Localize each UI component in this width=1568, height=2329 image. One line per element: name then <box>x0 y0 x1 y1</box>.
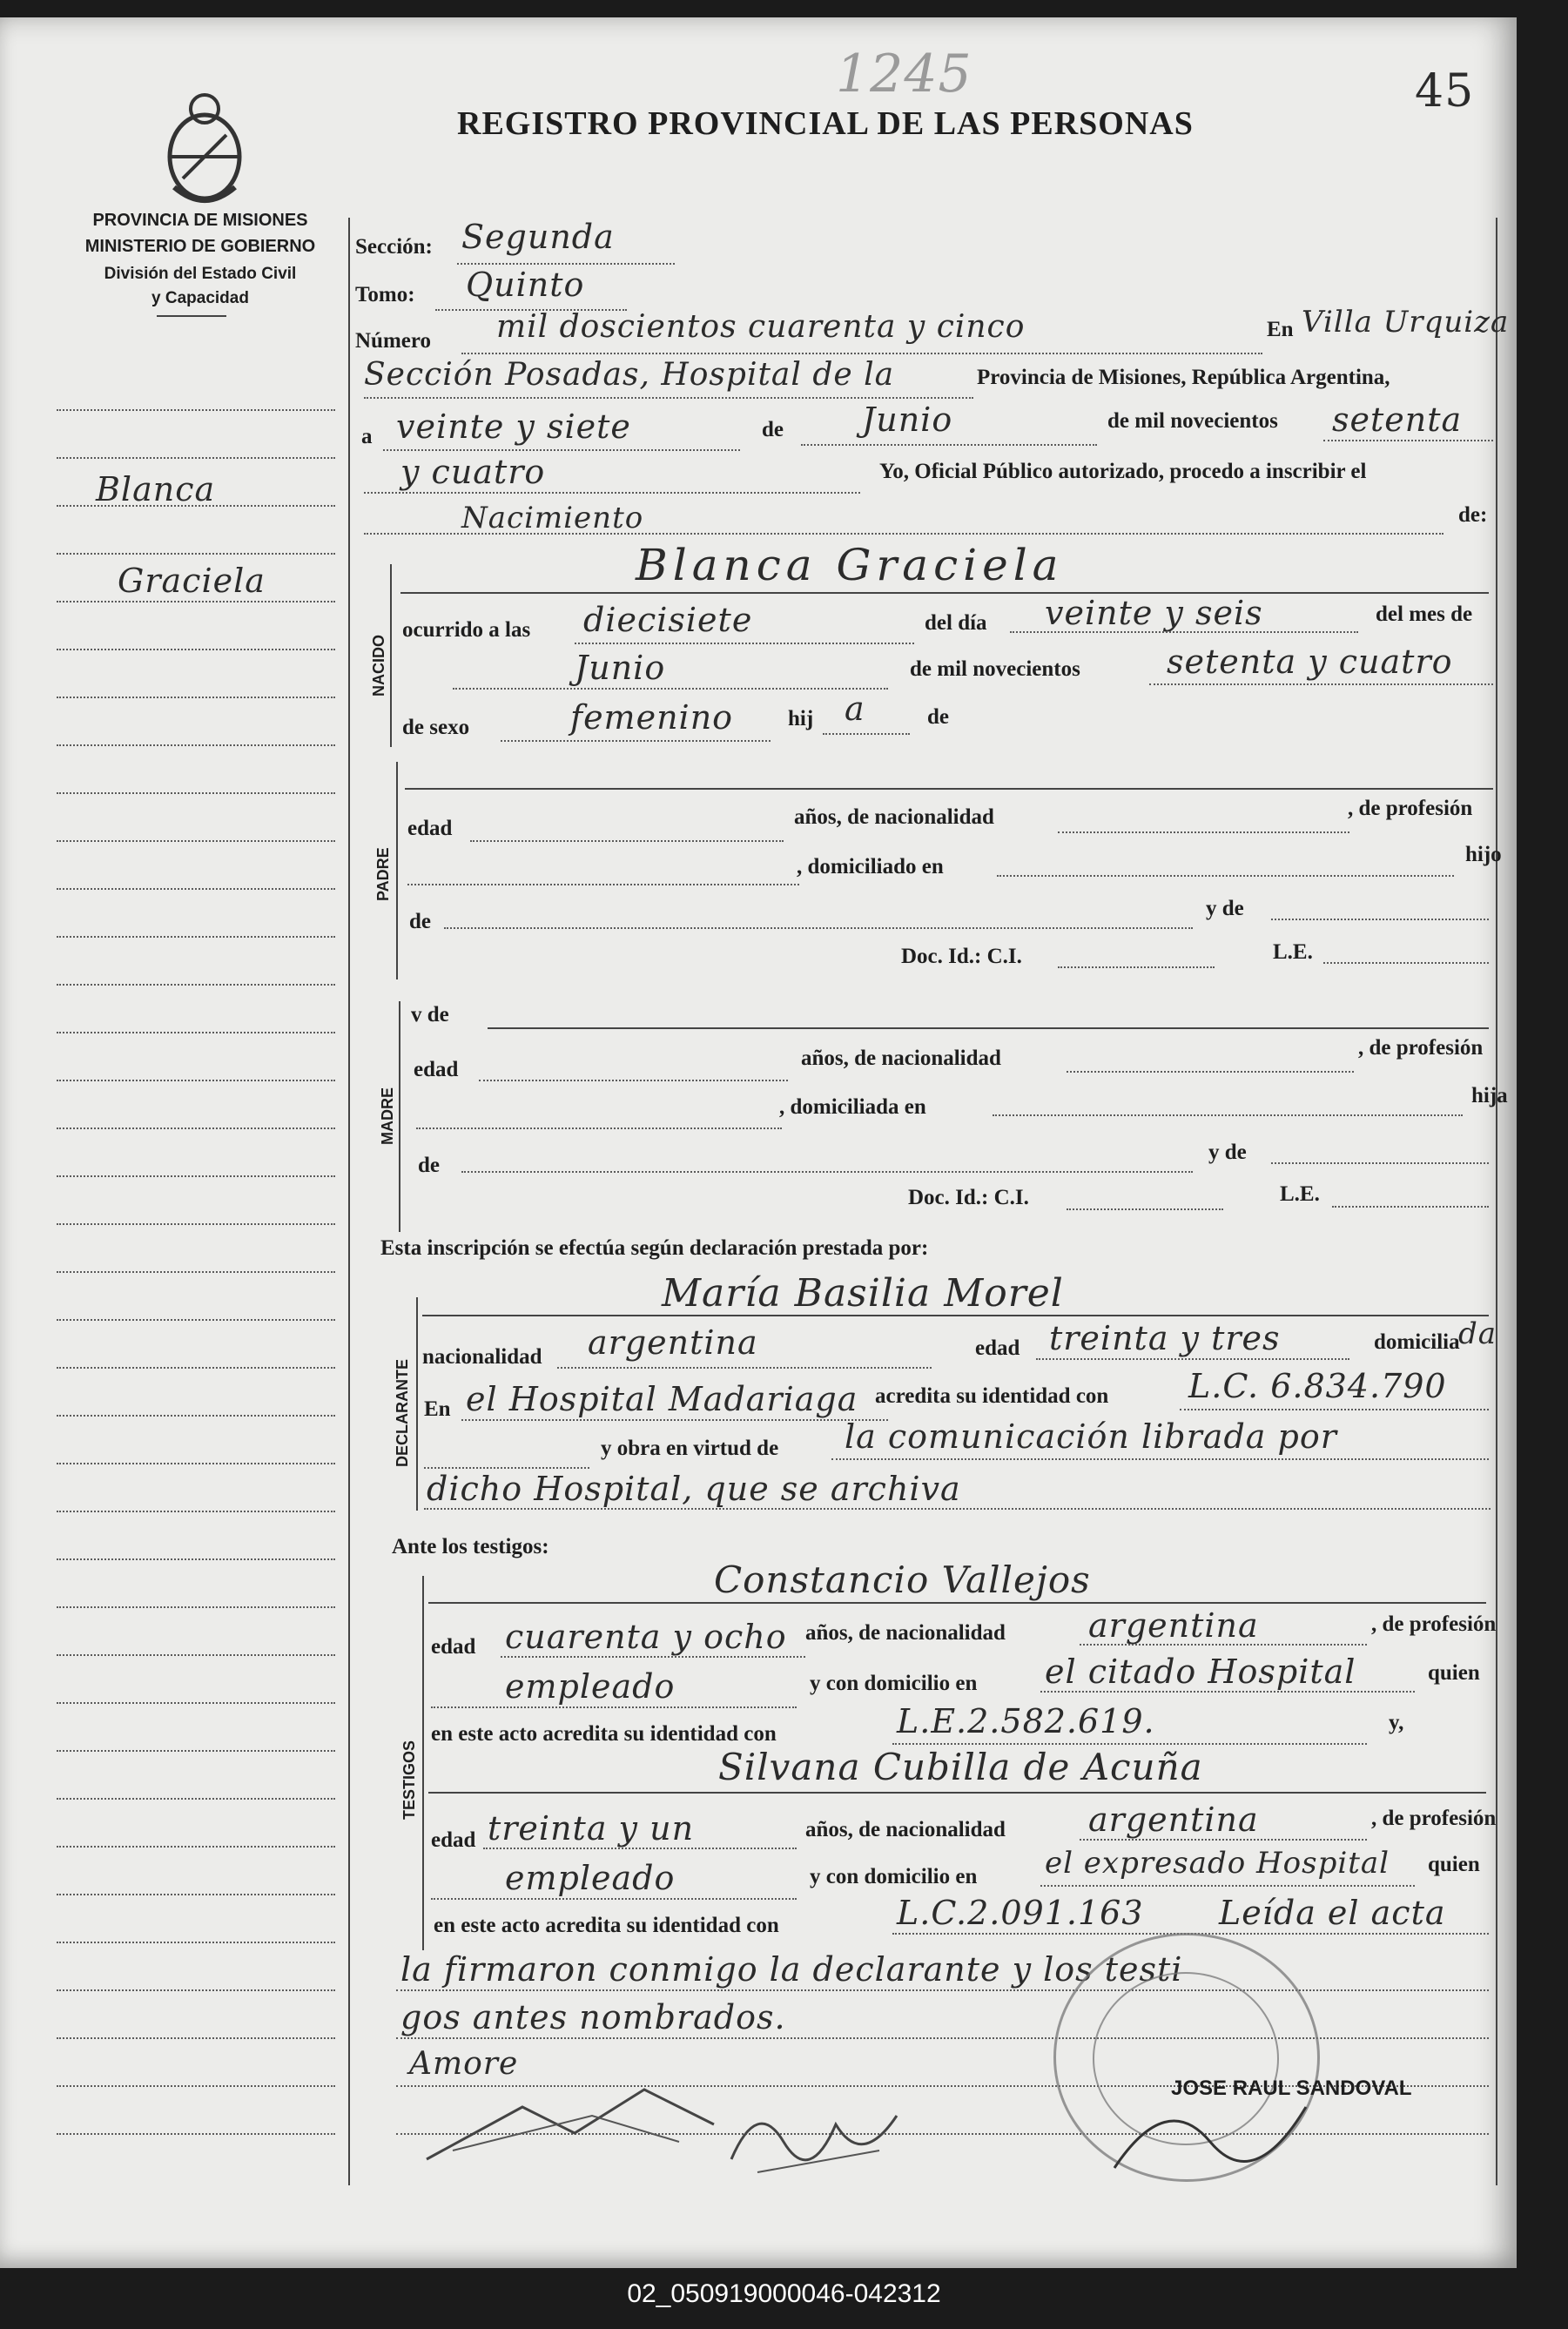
label-padre-doc: Doc. Id.: C.I. <box>901 945 1022 968</box>
label-t2-acredita: en este acto acredita su identidad con <box>434 1914 779 1937</box>
line-padre-nac <box>1058 831 1349 833</box>
line-t2-nombre <box>428 1792 1486 1794</box>
label-yo-oficial: Yo, Oficial Público autorizado, procedo a inscribir el <box>879 460 1367 483</box>
line-padre-le <box>1323 962 1489 964</box>
label-decl-edad: edad <box>975 1336 1020 1360</box>
label-section-testigos: TESTIGOS <box>400 1740 418 1820</box>
value-t1-edad: cuarenta y ocho <box>505 1618 787 1656</box>
label-t2-edad: edad <box>431 1828 476 1852</box>
document-title: REGISTRO PROVINCIAL DE LAS PERSONAS <box>457 105 1194 142</box>
issuer-line-2: MINISTERIO DE GOBIERNO <box>84 237 316 256</box>
margin-ruled-line <box>57 1032 335 1033</box>
label-ante-testigos: Ante los testigos: <box>392 1535 549 1558</box>
issuer-line-3: División del Estado Civil <box>104 265 297 283</box>
value-t2-nombre: Silvana Cubilla de Acuña <box>718 1746 1203 1788</box>
main-border-right <box>1496 218 1497 2185</box>
value-hij-suffix: a <box>845 690 865 728</box>
value-decl-nac: argentina <box>588 1323 758 1362</box>
line-anio <box>1323 440 1493 441</box>
line-t2-edad <box>483 1848 797 1849</box>
value-decl-en: el Hospital Madariaga <box>466 1380 858 1418</box>
value-nombre: Blanca Graciela <box>636 540 1064 590</box>
margin-ruled-line <box>57 1750 335 1752</box>
line-acto <box>364 533 1444 535</box>
label-en: En <box>1267 318 1294 341</box>
margin-ruled-line <box>57 1175 335 1177</box>
margin-ruled-line <box>57 2085 335 2087</box>
line-madre-prof <box>416 1127 782 1129</box>
line-t2-nac <box>1080 1839 1367 1841</box>
label-padre-prof: , de profesión <box>1348 797 1473 820</box>
label-de-mil: de mil novecientos <box>1107 409 1278 433</box>
line-decl-virtud-2 <box>424 1508 1491 1510</box>
line-dia-nac <box>1010 631 1358 633</box>
label-section-nacido: NACIDO <box>370 635 387 697</box>
label-madre-edad: edad <box>414 1058 459 1081</box>
label-madre-doc: Doc. Id.: C.I. <box>908 1186 1029 1209</box>
value-declarante-nombre: María Basilia Morel <box>662 1271 1064 1316</box>
line-padre-y-de <box>1271 919 1489 920</box>
value-acto: Nacimiento <box>461 501 644 535</box>
line-madre-edad <box>479 1080 788 1081</box>
pencil-number: 1245 <box>836 44 972 104</box>
margin-ruled-line <box>57 792 335 794</box>
margin-ruled-line <box>57 1702 335 1704</box>
margin-ruled-line <box>57 1367 335 1369</box>
margin-ruled-line <box>57 1558 335 1560</box>
label-section-padre: PADRE <box>374 847 392 901</box>
value-t1-doc: L.E.2.582.619. <box>897 1702 1155 1740</box>
margin-ruled-line <box>57 888 335 890</box>
margin-ruled-line <box>57 2133 335 2135</box>
padre-bracket <box>396 762 398 979</box>
folio-number: 45 <box>1415 65 1475 118</box>
label-decl-en: En <box>424 1397 451 1421</box>
issuer-underline <box>157 315 226 317</box>
margin-note-first-name: Blanca <box>96 470 216 508</box>
margin-ruled-line <box>57 1606 335 1608</box>
margin-ruled-line <box>57 1846 335 1848</box>
value-numero: mil doscientos cuarenta y cinco <box>496 309 1026 345</box>
value-mes: Junio <box>862 401 953 439</box>
value-decl-edad: treinta y tres <box>1049 1319 1281 1357</box>
margin-ruled-line <box>57 1271 335 1273</box>
line-padre-edad <box>470 840 784 842</box>
label-del-dia: del día <box>925 611 987 635</box>
label-sexo: de sexo <box>402 716 470 739</box>
margin-note-second-name: Graciela <box>118 562 266 600</box>
value-lugar-1: Villa Urquiza <box>1302 305 1510 340</box>
line-decl-blank <box>424 1467 589 1469</box>
line-lugar <box>364 397 973 399</box>
value-cierre-1: Leída el acta <box>1219 1894 1446 1932</box>
margin-ruled-line <box>57 1894 335 1895</box>
line-mes <box>801 444 1097 446</box>
label-madre-le: L.E. <box>1280 1182 1320 1206</box>
line-t2-prof <box>431 1898 797 1900</box>
label-section-declarante: DECLARANTE <box>394 1359 411 1467</box>
value-decl-virtud-2: dicho Hospital, que se archiva <box>427 1470 961 1508</box>
line-madre-nombre <box>488 1027 1489 1029</box>
label-madre-prof: , de profesión <box>1358 1036 1484 1060</box>
line-t1-doc <box>892 1743 1367 1745</box>
label-t1-quien: quien <box>1428 1661 1480 1685</box>
value-dia: veinte y siete <box>396 407 631 446</box>
label-hij-de: de <box>927 705 949 729</box>
line-padre-de <box>444 927 1193 929</box>
label-inscripcion: Esta inscripción se efectúa según declaración prestada por: <box>380 1236 929 1260</box>
label-padre-y-de: y de <box>1206 897 1244 920</box>
value-t1-dom: el citado Hospital <box>1045 1653 1356 1691</box>
margin-ruled-line <box>57 1319 335 1321</box>
value-t1-nombre: Constancio Vallejos <box>714 1558 1091 1601</box>
value-t1-nac: argentina <box>1088 1606 1259 1645</box>
declarante-bracket <box>416 1297 418 1511</box>
label-padre-le: L.E. <box>1273 940 1313 964</box>
value-decl-doc: L.C. 6.834.790 <box>1188 1367 1447 1405</box>
margin-ruled-line <box>57 1415 335 1417</box>
line-madre-dom <box>993 1114 1463 1116</box>
margin-ruled-line <box>57 1989 335 1991</box>
line-t1-prof <box>431 1706 797 1708</box>
value-anio-2: y cuatro <box>400 453 546 491</box>
label-madre-v-de: v de <box>411 1003 449 1027</box>
label-numero: Número <box>355 329 432 353</box>
line-t1-dom <box>1040 1691 1415 1693</box>
label-decl-virtud: y obra en virtud de <box>601 1437 779 1460</box>
value-seccion: Segunda <box>461 218 615 256</box>
label-t2-quien: quien <box>1428 1853 1480 1876</box>
label-t1-dom: y con domicilio en <box>810 1672 978 1695</box>
line-t1-nombre <box>428 1602 1486 1604</box>
line-anio-2 <box>364 492 860 494</box>
margin-ruled-line <box>57 936 335 938</box>
label-decl-nac: nacionalidad <box>422 1345 542 1369</box>
signature-witness-2 <box>723 2090 914 2185</box>
margin-ruled-line <box>57 1127 335 1129</box>
value-hora: diecisiete <box>583 601 753 639</box>
label-del-mes: del mes de <box>1376 602 1473 626</box>
line-decl-edad <box>1036 1358 1349 1360</box>
coat-of-arms-icon <box>157 83 252 213</box>
label-padre-hijo: hijo <box>1465 843 1502 866</box>
value-t2-prof: empleado <box>505 1859 676 1897</box>
line-padre-prof <box>407 884 799 885</box>
line-t2-dom <box>1040 1885 1415 1887</box>
margin-ruled-line <box>57 409 335 411</box>
line-decl-doc <box>1180 1409 1489 1410</box>
label-t1-edad: edad <box>431 1635 476 1659</box>
margin-ruled-line <box>57 744 335 746</box>
value-anio-nac: setenta y cuatro <box>1167 643 1453 681</box>
label-de-colon: de: <box>1458 503 1488 527</box>
line-t1-nac <box>1080 1644 1367 1646</box>
margin-ruled-line <box>57 1080 335 1081</box>
line-declarante-nombre <box>422 1315 1489 1316</box>
value-decl-domicilia-suffix: da <box>1458 1316 1497 1351</box>
margin-ruled-line <box>57 457 335 459</box>
margin-ruled-line <box>57 1798 335 1800</box>
value-decl-virtud-1: la comunicación librada por <box>845 1417 1337 1456</box>
value-cierre-2: la firmaron conmigo la declarante y los testi <box>400 1950 1183 1989</box>
margin-ruled-line <box>57 1463 335 1464</box>
label-de-mil-nac: de mil novecientos <box>910 657 1080 681</box>
line-dia <box>383 449 740 451</box>
signature-witness-1 <box>418 2072 731 2177</box>
label-section-madre: MADRE <box>379 1087 396 1145</box>
line-seccion <box>457 263 675 265</box>
line-madre-nac <box>1067 1071 1354 1073</box>
label-padre-dom: , domiciliado en <box>797 855 944 878</box>
line-padre-ci <box>1058 966 1215 968</box>
madre-bracket <box>399 1001 400 1232</box>
label-madre-nac: años, de nacionalidad <box>801 1047 1001 1070</box>
line-cierre-2 <box>396 1989 1489 1991</box>
main-border-left <box>348 218 350 2185</box>
official-name: JOSE RAUL SANDOVAL <box>1171 2077 1412 2100</box>
margin-ruled-line <box>57 1654 335 1656</box>
line-padre-dom <box>997 875 1454 877</box>
label-madre-hija: hija <box>1471 1084 1508 1107</box>
line-madre-le <box>1332 1206 1489 1208</box>
label-ocurrido: ocurrido a las <box>402 618 531 642</box>
line-madre-y-de <box>1271 1162 1489 1164</box>
line-decl-en <box>461 1419 888 1421</box>
issuer-line-1: PROVINCIA DE MISIONES <box>92 211 308 230</box>
label-a: a <box>361 425 373 448</box>
line-sexo <box>501 740 771 742</box>
margin-ruled-line <box>57 1223 335 1225</box>
label-padre-de: de <box>409 910 431 933</box>
label-padre-nac: años, de nacionalidad <box>794 805 994 829</box>
label-hij: hij <box>788 707 814 730</box>
value-dia-nac: veinte y seis <box>1045 594 1263 632</box>
label-t2-dom: y con domicilio en <box>810 1865 978 1888</box>
line-madre-de <box>461 1171 1193 1173</box>
label-t1-prof: , de profesión <box>1371 1612 1497 1636</box>
value-anio-1: setenta <box>1332 401 1463 439</box>
line-nombre <box>400 592 1489 594</box>
margin-ruled-line <box>57 553 335 555</box>
label-madre-y-de: y de <box>1208 1141 1247 1164</box>
margin-ruled-line <box>57 2037 335 2039</box>
line-decl-nac <box>557 1367 932 1369</box>
margin-ruled-line <box>57 1942 335 1943</box>
label-tomo: Tomo: <box>355 283 415 306</box>
value-lugar-2: Sección Posadas, Hospital de la <box>364 357 895 393</box>
line-mes-nac <box>453 688 888 690</box>
label-t2-prof: , de profesión <box>1371 1807 1497 1830</box>
signature-declarante: Amore <box>409 2046 519 2082</box>
line-anio-nac <box>1149 683 1493 685</box>
value-cierre-3: gos antes nombrados. <box>400 1998 786 2036</box>
label-padre-edad: edad <box>407 817 453 840</box>
margin-ruled-line <box>57 1511 335 1512</box>
label-madre-dom: , domiciliada en <box>779 1095 926 1119</box>
line-cierre-3 <box>396 2037 1489 2039</box>
margin-ruled-line <box>57 649 335 650</box>
line-padre-nombre <box>405 788 1493 790</box>
value-mes-nac: Junio <box>575 649 666 687</box>
label-t1-y: y, <box>1389 1711 1404 1734</box>
line-t1-edad <box>501 1656 805 1658</box>
line-hora <box>575 643 914 644</box>
testigos-bracket <box>422 1576 424 1950</box>
margin-ruled-line <box>57 840 335 842</box>
label-decl-domicilia: domicilia <box>1374 1330 1460 1354</box>
margin-ruled-line <box>57 601 335 602</box>
label-t2-nac: años, de nacionalidad <box>805 1818 1006 1841</box>
line-numero <box>461 353 1262 354</box>
label-de-mes: de <box>762 418 784 441</box>
value-t2-nac: argentina <box>1088 1801 1259 1839</box>
register-page <box>0 17 1517 2268</box>
value-t2-dom: el expresado Hospital <box>1045 1846 1390 1881</box>
value-t2-doc: L.C.2.091.163 <box>897 1894 1144 1932</box>
label-madre-de: de <box>418 1154 440 1177</box>
label-seccion: Sección: <box>355 235 433 259</box>
margin-ruled-line <box>57 697 335 698</box>
line-decl-virtud-1 <box>831 1458 1489 1460</box>
value-t1-prof: empleado <box>505 1667 676 1706</box>
line-hij <box>823 733 910 735</box>
label-t1-acredita: en este acto acredita su identidad con <box>431 1722 777 1746</box>
margin-ruled-line <box>57 984 335 986</box>
line-madre-ci <box>1067 1208 1223 1210</box>
value-tomo: Quinto <box>466 266 585 304</box>
archive-code: 02_050919000046-042312 <box>627 2279 941 2308</box>
nacido-bracket <box>390 564 392 747</box>
issuer-line-4: y Capacidad <box>151 289 249 307</box>
value-t2-edad: treinta y un <box>488 1809 695 1848</box>
label-t1-nac: años, de nacionalidad <box>805 1621 1006 1645</box>
label-decl-acredita: acredita su identidad con <box>875 1384 1109 1408</box>
label-provincia: Provincia de Misiones, República Argentina, <box>977 366 1390 389</box>
value-sexo: femenino <box>570 698 734 737</box>
